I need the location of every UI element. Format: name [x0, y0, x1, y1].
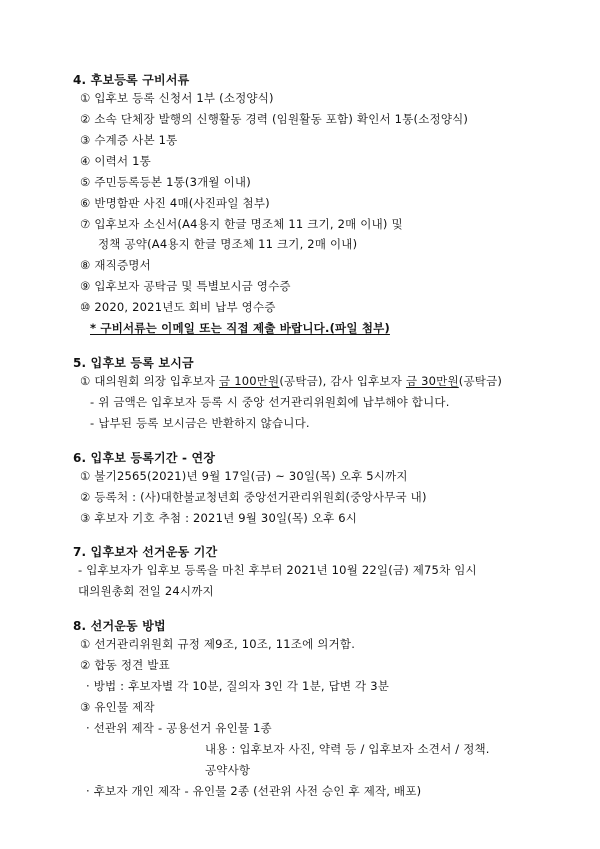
section-4-item-1: ① 입후보 등록 신청서 1부 (소정양식) — [80, 91, 274, 105]
section-5-item-1-text-b: (공탁금), 감사 입후보자 — [279, 374, 406, 388]
section-4-note: * 구비서류는 이메일 또는 직접 제출 바랍니다.(파일 첨부) — [90, 321, 390, 335]
section-6-item-1: ① 불기2565(2021)년 9월 17일(금) ~ 30일(목) 오후 5시까지 — [80, 469, 408, 483]
section-4-item-2: ② 소속 단체장 발행의 신행활동 경력 (임원활동 포함) 확인서 1통(소정양식) — [80, 112, 469, 126]
section-8-item-3-detail-1: 내용 : 입후보자 사진, 약력 등 / 입후보자 소견서 / 정책. — [205, 742, 490, 756]
section-4-item-10: ⑩ 2020, 2021년도 회비 납부 영수증 — [80, 300, 276, 314]
section-4-heading: 4. 후보등록 구비서류 — [73, 73, 190, 87]
section-4-item-5: ⑤ 주민등록등본 1통(3개월 이내) — [80, 175, 251, 189]
section-6-item-3: ③ 후보자 기호 추첨 : 2021년 9월 30일(목) 오후 6시 — [80, 511, 358, 525]
section-4-item-8: ⑧ 재직증명서 — [80, 258, 151, 272]
section-5-deposit-auditor: 금 30만원 — [405, 374, 459, 388]
section-4-item-6: ⑥ 반명함판 사진 4매(사진파일 첨부) — [80, 196, 270, 210]
section-8-item-3-detail-2: 공약사항 — [205, 763, 251, 777]
section-5-item-1-text-a: ① 대의원회 의장 입후보자 — [80, 374, 220, 388]
section-7-line-2: 대의원총회 전일 24시까지 — [78, 584, 214, 598]
section-5-item-1 — [80, 373, 502, 389]
section-5-heading: 5. 입후보 등록 보시금 — [73, 356, 194, 370]
section-8-item-1: ① 선거관리위원회 규정 제9조, 10조, 11조에 의거함. — [80, 637, 356, 651]
section-7-heading: 7. 입후보자 선거운동 기간 — [73, 545, 218, 559]
section-5-sub-1: - 위 금액은 입후보자 등록 시 중앙 선거관리위원회에 납부해야 합니다. — [90, 395, 450, 409]
section-6-heading: 6. 입후보 등록기간 - 연장 — [73, 451, 216, 465]
section-6-item-2: ② 등록처 : (사)대한불교청년회 중앙선거관리위원회(중앙사무국 내) — [80, 490, 427, 504]
section-4-item-7: ⑦ 입후보자 소신서(A4용지 한글 명조체 11 크기, 2매 이내) 및 — [80, 217, 403, 231]
section-4-item-4: ④ 이력서 1통 — [80, 154, 151, 168]
section-8-item-2-sub: · 방법 : 후보자별 각 10분, 질의자 3인 각 1분, 답변 각 3분 — [86, 679, 390, 693]
section-4-item-3: ③ 수계증 사본 1통 — [80, 133, 178, 147]
section-8-item-3: ③ 유인물 제작 — [80, 700, 155, 714]
section-8-item-3-sub-2: · 후보자 개인 제작 - 유인물 2종 (선관위 사전 승인 후 제작, 배포) — [86, 784, 422, 798]
section-5-item-1-text-c: (공탁금) — [458, 374, 503, 388]
section-8-item-2: ② 합동 정견 발표 — [80, 658, 170, 672]
section-5-sub-2: - 납부된 등록 보시금은 반환하지 않습니다. — [90, 416, 310, 430]
section-4-item-9: ⑨ 입후보자 공탁금 및 특별보시금 영수증 — [80, 279, 291, 293]
section-7-line-1: - 입후보자가 입후보 등록을 마친 후부터 2021년 10월 22일(금) 제75차 임시 — [78, 563, 477, 577]
section-4-item-7-cont: 정책 공약(A4용지 한글 명조체 11 크기, 2매 이내) — [98, 237, 358, 251]
section-8-item-3-sub-1: · 선관위 제작 - 공용선거 유인물 1종 — [86, 721, 272, 735]
section-8-heading: 8. 선거운동 방법 — [73, 619, 166, 633]
section-5-deposit-chair: 금 100만원 — [219, 374, 280, 388]
